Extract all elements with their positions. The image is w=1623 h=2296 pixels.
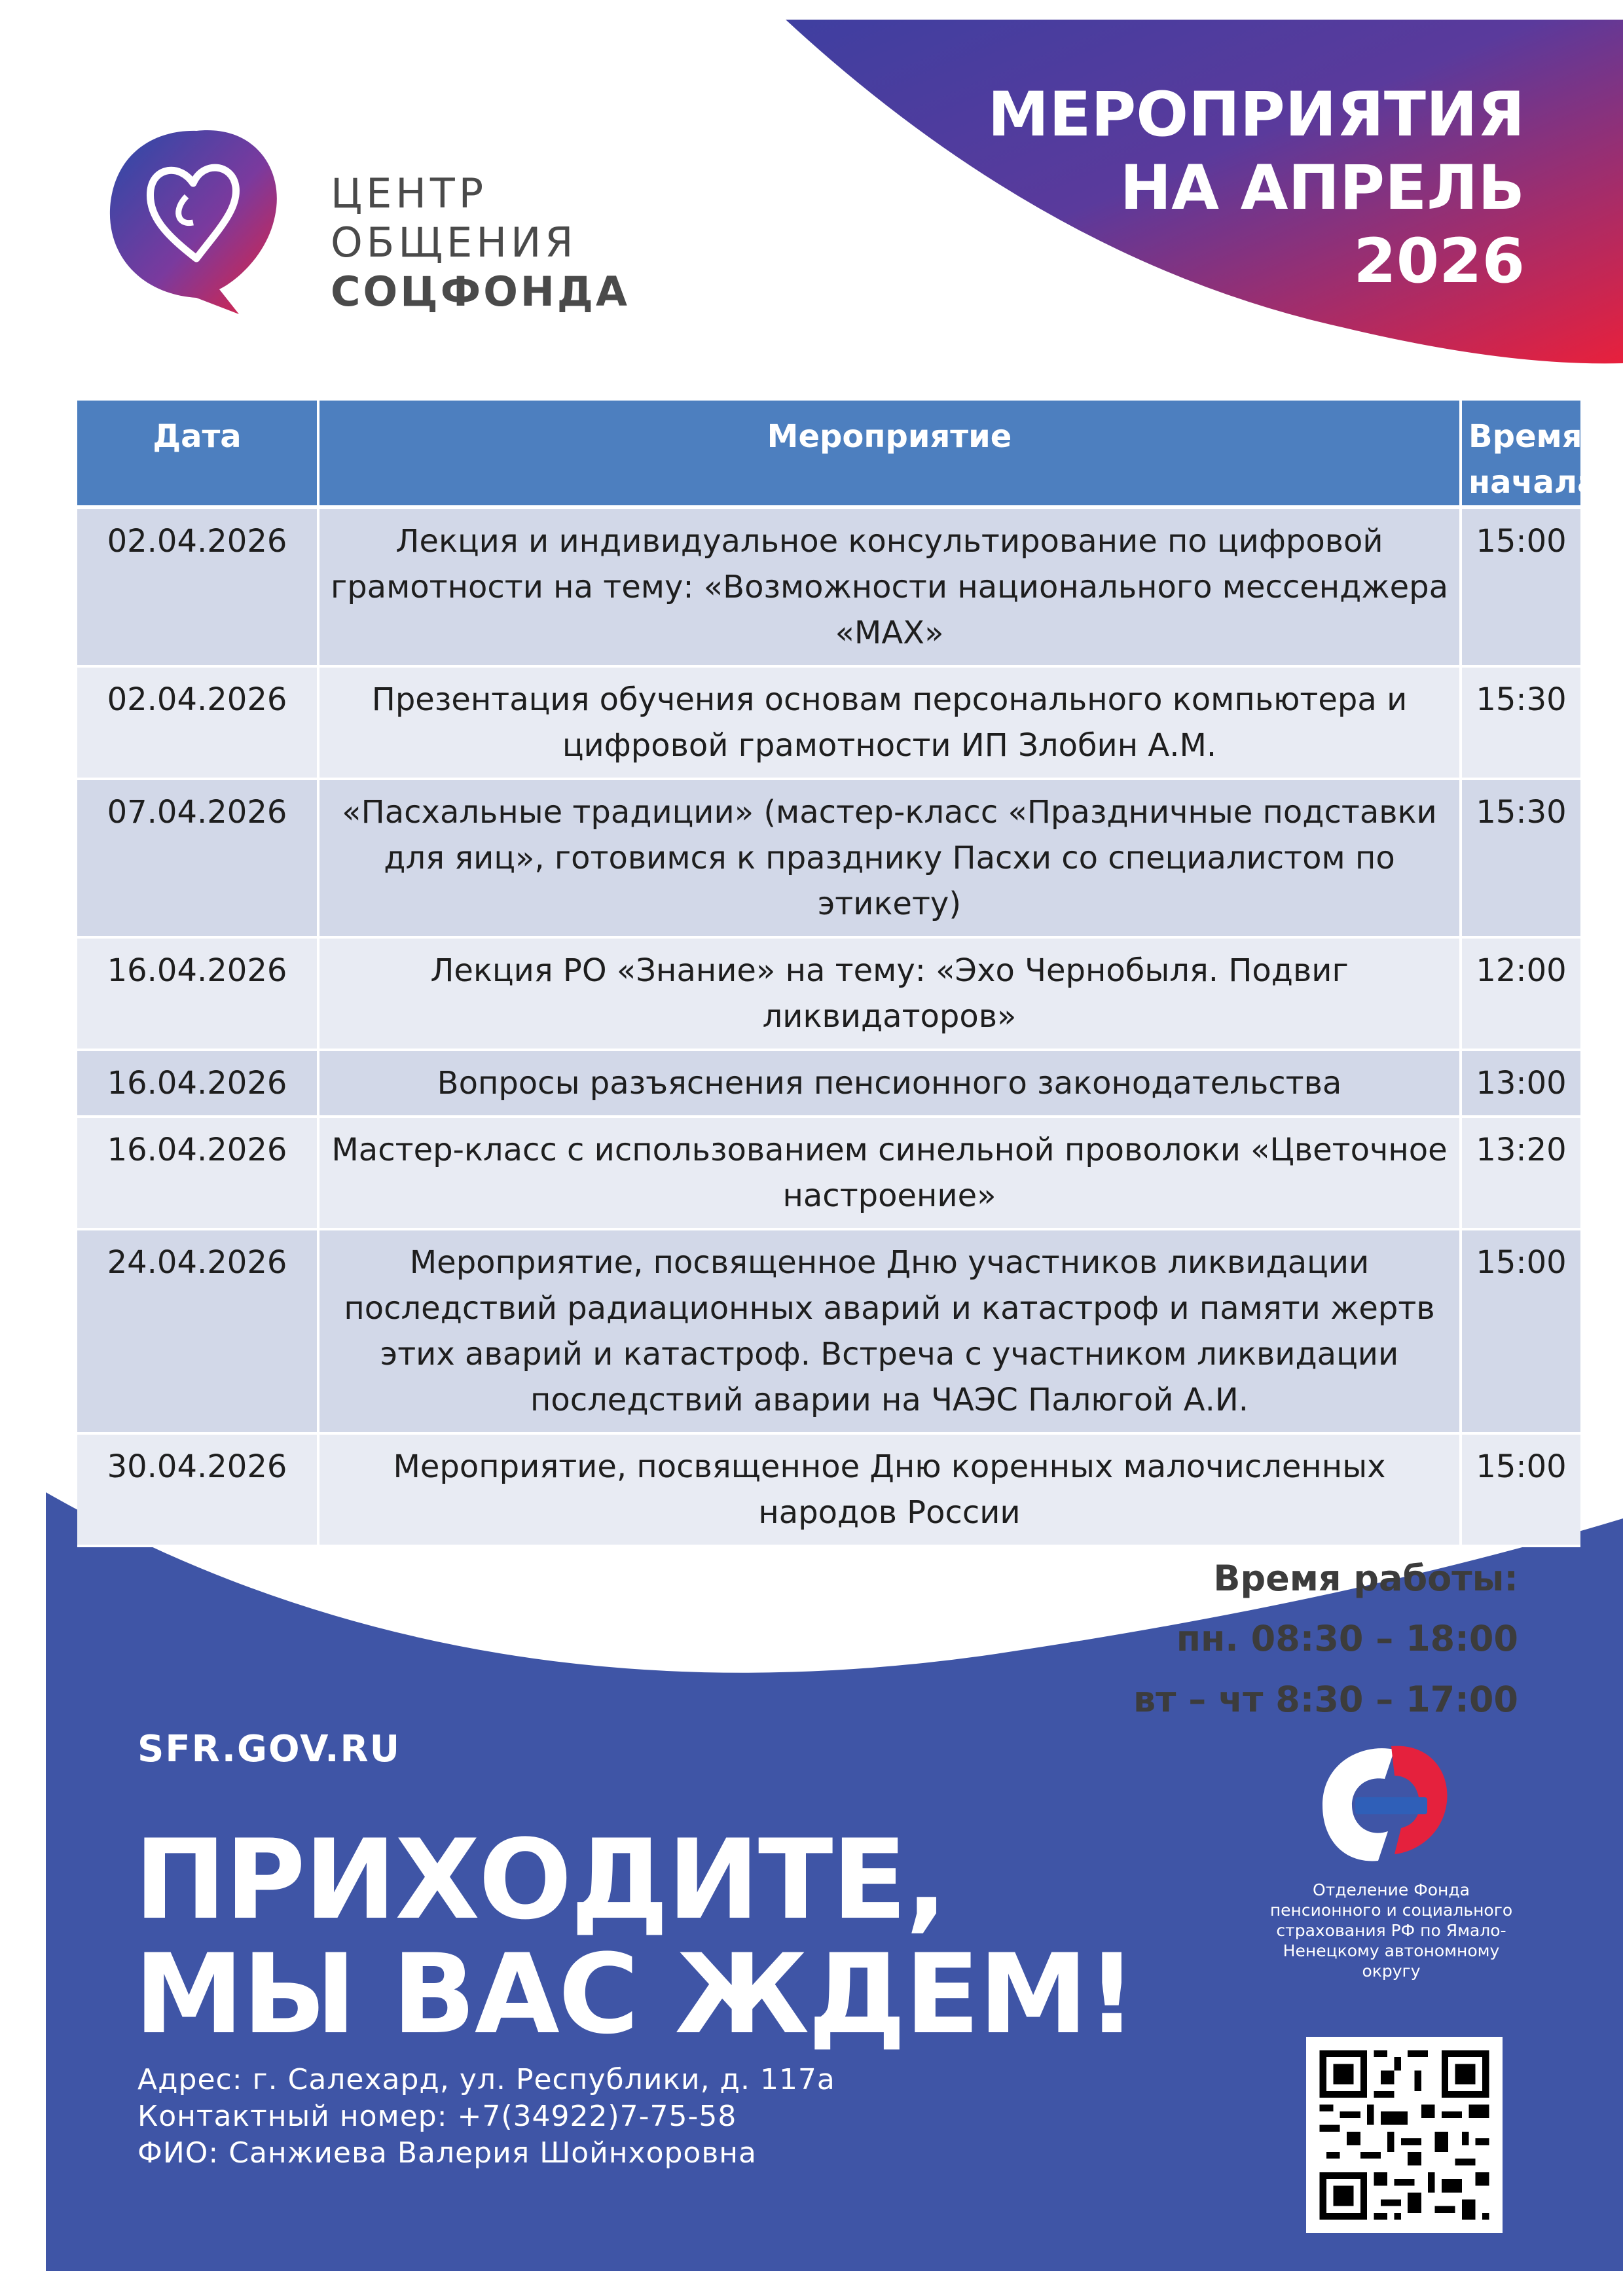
hours-line-2: вт – чт 8:30 – 17:00 xyxy=(1133,1679,1518,1720)
brand-line-3: СОЦФОНДА xyxy=(331,268,630,315)
table-row xyxy=(77,509,1580,668)
table-row xyxy=(77,939,1580,1051)
cell-time: 15:00 xyxy=(1462,1230,1580,1435)
table-row xyxy=(77,668,1580,780)
table-row xyxy=(77,780,1580,939)
cell-date: 16.04.2026 xyxy=(77,1118,319,1230)
cell-event: Презентация обучения основам персонального компьютера и цифровой грамотности ИП Злобин А.М. xyxy=(319,668,1462,780)
contact-phone: Контактный номер: +7(34922)7-75-58 xyxy=(137,2100,737,2133)
contact-address: Адрес: г. Салехард, ул. Республики, д. 117а xyxy=(137,2063,835,2096)
table-row xyxy=(77,1118,1580,1230)
header-title-line-2: НА АПРЕЛЬ xyxy=(1120,152,1525,224)
cell-event: Лекция РО «Знание» на тему: «Эхо Чернобыля. Подвиг ликвидаторов» xyxy=(319,939,1462,1051)
brand-line-2: ОБЩЕНИЯ xyxy=(331,219,577,266)
column-header-date: Дата xyxy=(77,401,319,509)
table-header-row xyxy=(77,401,1580,509)
column-header-event: Мероприятие xyxy=(319,401,1462,509)
column-header-time: Время начала xyxy=(1462,401,1580,509)
brand-line-1: ЦЕНТР xyxy=(331,170,488,217)
cell-time: 15:00 xyxy=(1462,1435,1580,1547)
cell-date: 16.04.2026 xyxy=(77,1051,319,1118)
cell-event: Мероприятие, посвященное Дню коренных малочисленных народов России xyxy=(319,1435,1462,1547)
table-row xyxy=(77,1230,1580,1435)
slogan-line-1: ПРИХОДИТЕ, xyxy=(134,1816,947,1944)
cell-date: 16.04.2026 xyxy=(77,939,319,1051)
cell-event: Лекция и индивидуальное консультирование по цифровой грамотности на тему: «Возможности национального мессенджера «MAX» xyxy=(319,509,1462,668)
slogan-line-2: МЫ ВАС ЖДЕМ! xyxy=(134,1930,1136,2058)
header-title-line-1: МЕРОПРИЯТИЯ xyxy=(987,79,1525,151)
cell-time: 15:30 xyxy=(1462,668,1580,780)
events-table xyxy=(77,401,1599,1547)
cell-time: 15:30 xyxy=(1462,780,1580,939)
cell-date: 02.04.2026 xyxy=(77,509,319,668)
table-row xyxy=(77,1051,1580,1118)
cell-time: 13:20 xyxy=(1462,1118,1580,1230)
site-link[interactable]: SFR.GOV.RU xyxy=(137,1728,401,1770)
cell-date: 07.04.2026 xyxy=(77,780,319,939)
heart-speech-logo-icon xyxy=(105,118,288,314)
header-title-line-3: 2026 xyxy=(1353,226,1525,297)
cell-time: 12:00 xyxy=(1462,939,1580,1051)
cell-event: Вопросы разъяснения пенсионного законодательства xyxy=(319,1051,1462,1118)
cell-date: 30.04.2026 xyxy=(77,1435,319,1547)
hours-title: Время работы: xyxy=(1213,1558,1518,1599)
contact-person: ФИО: Санжиева Валерия Шойнхоровна xyxy=(137,2136,757,2170)
cell-date: 02.04.2026 xyxy=(77,668,319,780)
cell-event: Мероприятие, посвященное Дню участников ликвидации последствий радиационных аварий и катастроф и памяти жертв этих аварий и катастроф. Встреча с участником ликвидации последствий аварии на ЧАЭС Палюгой А.И. xyxy=(319,1230,1462,1435)
table-row xyxy=(77,1435,1580,1547)
org-caption: Отделение Фонда пенсионного и социального страхования РФ по Ямало-Ненецкому автономному округу xyxy=(1269,1880,1513,1981)
cell-time: 15:00 xyxy=(1462,509,1580,668)
hours-line-1: пн. 08:30 – 18:00 xyxy=(1176,1618,1518,1659)
cell-date: 24.04.2026 xyxy=(77,1230,319,1435)
sfr-logo-icon xyxy=(1309,1733,1460,1871)
cell-event: «Пасхальные традиции» (мастер-класс «Праздничные подставки для яиц», готовимся к празднику Пасхи со специалистом по этикету) xyxy=(319,780,1462,939)
cell-event: Мастер-класс с использованием синельной проволоки «Цветочное настроение» xyxy=(319,1118,1462,1230)
qr-code-icon xyxy=(1306,2037,1503,2233)
cell-time: 13:00 xyxy=(1462,1051,1580,1118)
